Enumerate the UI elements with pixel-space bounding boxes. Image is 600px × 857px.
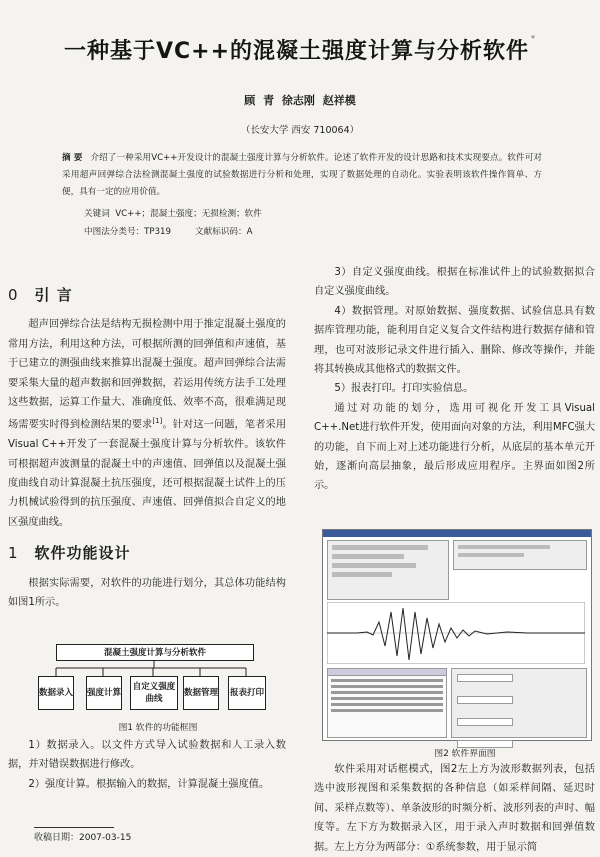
- authors: 顾 青 徐志刚 赵祥模: [244, 94, 356, 107]
- mock-titlebar: [323, 530, 591, 537]
- diagram-box-custom-curve: 自定义强度曲线: [130, 676, 178, 710]
- left-column: [8, 284, 286, 612]
- reference-mark: [1]: [152, 417, 163, 426]
- section-0-heading: 0 引 言: [8, 286, 73, 304]
- diagram-root-box: 混凝土强度计算与分析软件: [56, 644, 254, 661]
- abstract: [62, 150, 542, 201]
- section-0-paragraph: 超声回弹综合法是结构无损检测中用于推定混凝土强度的常用方法，利用这种方法，可根据所测的回弹值和声速值，基于已建立的测强曲线来推算出混凝土强度。超声回弹综合法需要采集大量的超声数据和回弹数据，若运用传统方法手工处理这些数据，运算工作量大、准确度低、效率不高，很难满足现场需要实时得到检测结果的要求[1]。针对这一问题，笔者采用Visual C++开发了一套混凝土强度计算与分析软件。该软件可根据超声波测量的混凝土中的声速值、回弹值以及混凝土强度曲线自动计算混凝土抗压强度，还可根据混凝土试件上的压力机械试验得到的抗压强度、声速值、回弹值拟合自定义的地区强度曲线。: [8, 319, 287, 528]
- right-paragraph: 通过对功能的划分，选用可视化开发工具Visual C++.Net进行软件开发，使用面向对象的方法，利用MFC强大的功能，自下而上对上述功能进行分析，从底层的基本单元开始，逐渐向高层抽象，最后形成应用程序。主界面如图2所示。: [314, 402, 596, 492]
- paper-title: 一种基于VC++的混凝土强度计算与分析软件*: [63, 34, 537, 64]
- mock-info-panel: [453, 540, 587, 570]
- clc-number: 中图法分类号：TP319: [84, 227, 171, 237]
- classification: [84, 225, 252, 237]
- footnote-rule: [34, 827, 114, 828]
- keywords: [84, 207, 262, 219]
- abstract-text: 介绍了一种采用VC++开发设计的混凝土强度计算与分析软件。论述了软件开发的设计思路和技术实现要点。软件可对采用超声回弹综合法检测混凝土强度的试验数据进行分析和处理，实现了数据处理的自动化。实验表明该软件操作简单、方便，具有一定的应用价值。: [62, 153, 542, 197]
- diagram-box-data-management: 数据管理: [183, 676, 219, 710]
- keywords-text: VC++；混凝土强度；无损检测；软件: [115, 209, 262, 219]
- right-paragraph-2: 软件采用对话框模式，图2左上方为波形数据列表，包括选中波形视图和采集数据的各种信息（如采样间隔、延迟时间、采样点数等）、单条波形的时频分析、波形列表的声时、幅度等。左下方为数据录入区，用于录入声时数据和回弹值数据。左上方分为两部分：①系统参数，用于显示简: [314, 764, 595, 853]
- abstract-label: 摘 要: [62, 153, 83, 163]
- figure-1-caption: 图1 软件的功能框图: [118, 723, 198, 733]
- right-column: [314, 263, 595, 496]
- affiliation: （长安大学 西安 710064）: [240, 125, 360, 136]
- left-column-items: [8, 736, 286, 794]
- doc-code: 文献标识码：A: [195, 227, 253, 237]
- title-footnote-mark: *: [531, 34, 537, 43]
- figure-1-diagram: [36, 642, 272, 714]
- section-1-heading: 1 软件功能设计: [8, 544, 131, 563]
- mock-entry-panel: [451, 668, 587, 738]
- keywords-label: 关键词: [84, 209, 110, 219]
- list-item: 2）强度计算。根据输入的数据，计算混凝土强度值。: [28, 778, 270, 790]
- diagram-box-data-entry: 数据录入: [38, 676, 74, 710]
- figure-2-caption: 图2 软件界面图: [434, 749, 496, 759]
- mock-params-panel: [327, 540, 449, 600]
- list-item: 4）数据管理。对原始数据、强度数据、试验信息具有数据库管理功能，能利用自定义复合文件结构进行数据存储和管理，也可对波形记录文件进行插入、删除、修改等操作，并能将其转换成其他格式的数据文件。: [314, 305, 595, 376]
- mock-data-table: [327, 668, 447, 738]
- list-item: 1）数据录入。以文件方式导入试验数据和人工录入数据，并对错误数据进行修改。: [8, 740, 286, 771]
- list-item: 3）自定义强度曲线。根据在标准试件上的试验数据拟合自定义强度曲线。: [314, 267, 595, 298]
- diagram-box-report-print: 报表打印: [228, 676, 266, 710]
- received-date: 收稿日期：2007-03-15: [34, 833, 132, 843]
- mock-waveform: [327, 602, 585, 664]
- list-item: 5）报表打印。打印实验信息。: [334, 383, 474, 395]
- figure-2-screenshot: [322, 529, 592, 741]
- diagram-box-strength-calc: 强度计算: [86, 676, 122, 710]
- section-1-paragraph: 根据实际需要，对软件的功能进行划分，其总体功能结构如图1所示。: [8, 577, 286, 609]
